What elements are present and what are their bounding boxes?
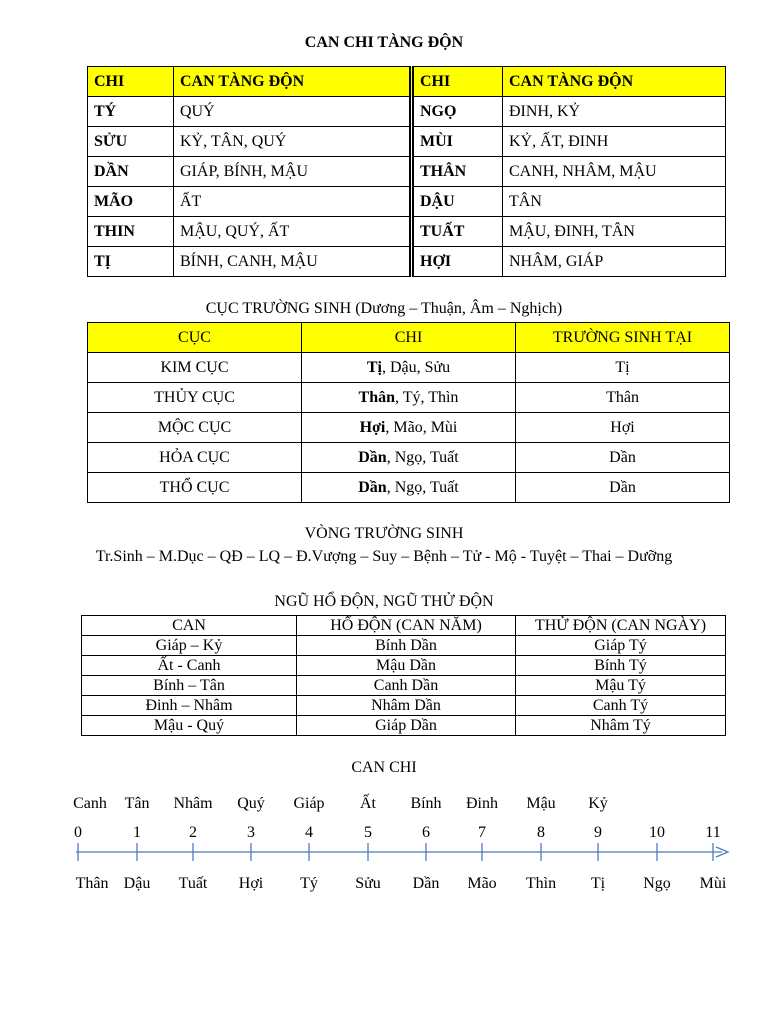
table1-cell: MÙI [412, 127, 503, 157]
table2-header-cell: CHI [302, 323, 516, 353]
title-cuc-truong-sinh: CỤC TRƯỜNG SINH (Dương – Thuận, Âm – Nghịch) [205, 300, 563, 317]
table2-chi-rest: , Tý, Thìn [395, 388, 459, 406]
table2-chi-bold: Dần [358, 448, 387, 466]
table2-ts-cell: Tị [516, 353, 730, 383]
axis-number-label: 8 [537, 824, 545, 841]
can-label: Quý [237, 795, 265, 812]
table1-cell: TÝ [88, 97, 174, 127]
can-label: Ất [360, 795, 376, 812]
table1-header-cell: CHI [88, 67, 174, 97]
axis-number-label: 11 [705, 824, 721, 841]
table2-ts-cell: Dần [516, 443, 730, 473]
table1-cell: QUÝ [174, 97, 412, 127]
table2-header-cell: CỤC [88, 323, 302, 353]
table1-cell: BÍNH, CANH, MẬU [174, 247, 412, 277]
table1-cell: HỢI [412, 247, 503, 277]
table2-header-cell: TRƯỜNG SINH TẠI [516, 323, 730, 353]
table2-cuc-cell: THỦY CỤC [88, 383, 302, 413]
can-label: Tân [124, 795, 150, 812]
table2-ts-cell: Dần [516, 473, 730, 503]
chi-label: Mùi [699, 875, 727, 892]
axis-number-label: 0 [74, 824, 82, 841]
table1-cell: CANH, NHÂM, MẬU [503, 157, 726, 187]
table1-cell: MẬU, QUÝ, ẤT [174, 217, 412, 247]
table3-cell: Ất - Canh [82, 656, 297, 676]
table1-cell: GIÁP, BÍNH, MẬU [174, 157, 412, 187]
table1-cell: MÃO [88, 187, 174, 217]
chi-label: Sửu [355, 875, 381, 892]
vong-truong-sinh-sequence: Tr.Sinh – M.Dục – QĐ – LQ – Đ.Vượng – Suy – Bệnh – Tử - Mộ - Tuyệt – Thai – Dưỡng [95, 548, 673, 565]
table1-cell: TÂN [503, 187, 726, 217]
table1-cell: DẦN [88, 157, 174, 187]
table3-cell: Mậu Dần [297, 656, 516, 676]
table3-cell: Nhâm Dần [297, 696, 516, 716]
chi-label: Tý [300, 875, 318, 892]
table3-cell: Mậu - Quý [82, 716, 297, 736]
table1-cell: THÂN [412, 157, 503, 187]
can-label: Bính [410, 795, 442, 812]
axis-number-label: 4 [305, 824, 313, 841]
table3-cell: Bính Dần [297, 636, 516, 656]
can-label: Kỷ [588, 795, 608, 812]
table3-cell: Canh Dần [297, 676, 516, 696]
can-label: Nhâm [173, 795, 213, 812]
title-can-chi-tang-don: CAN CHI TÀNG ĐỘN [304, 34, 464, 51]
can-label: Mậu [526, 795, 556, 812]
table1-cell: THIN [88, 217, 174, 247]
table2-chi-bold: Tị [366, 358, 382, 376]
table1-header-cell: CAN TÀNG ĐỘN [503, 67, 726, 97]
table3-cell: Canh Tý [516, 696, 726, 716]
table1-cell: NHÂM, GIÁP [503, 247, 726, 277]
table1-cell: ĐINH, KỶ [503, 97, 726, 127]
chi-label: Tuất [178, 875, 208, 892]
chi-label: Dậu [123, 875, 151, 892]
table1-cell: KỶ, TÂN, QUÝ [174, 127, 412, 157]
table1-header-cell: CAN TÀNG ĐỘN [174, 67, 412, 97]
axis-number-label: 6 [422, 824, 430, 841]
table1-cell: TUẤT [412, 217, 503, 247]
table1-cell: NGỌ [412, 97, 503, 127]
table3-header-cell: CAN [82, 616, 297, 636]
axis-number-label: 10 [649, 824, 665, 841]
table2-cuc-cell: MỘC CỤC [88, 413, 302, 443]
title-ngu-ho-don: NGŨ HỔ ĐỘN, NGŨ THỬ ĐỘN [274, 593, 494, 610]
axis-number-label: 1 [133, 824, 141, 841]
axis-number-label: 2 [189, 824, 197, 841]
table1-cell: SỬU [88, 127, 174, 157]
table3-cell: Đinh – Nhâm [82, 696, 297, 716]
axis-number-label: 9 [594, 824, 602, 841]
table2-chi-rest: , Mão, Mùi [385, 418, 458, 436]
table3-cell: Mậu Tý [516, 676, 726, 696]
table3-cell: Nhâm Tý [516, 716, 726, 736]
axis-number-label: 7 [478, 824, 486, 841]
table3-cell: Bính – Tân [82, 676, 297, 696]
can-label: Đinh [466, 795, 498, 812]
table2-chi-rest: , Ngọ, Tuất [386, 448, 459, 466]
table1-header-cell: CHI [412, 67, 503, 97]
chi-label: Thìn [525, 875, 557, 892]
chi-label: Ngọ [643, 875, 671, 892]
chi-label: Mão [467, 875, 497, 892]
table3-cell: Giáp Dần [297, 716, 516, 736]
axis-number-label: 3 [247, 824, 255, 841]
table1-cell: TỊ [88, 247, 174, 277]
axis-number-label: 5 [364, 824, 372, 841]
table2-chi-bold: Hợi [359, 418, 386, 436]
table3-cell: Giáp – Kỷ [82, 636, 297, 656]
table3-header-cell: THỬ ĐỘN (CAN NGÀY) [516, 616, 726, 636]
table1-cell: ẤT [174, 187, 412, 217]
can-label: Giáp [293, 795, 325, 812]
table2-chi-rest: , Ngọ, Tuất [386, 478, 459, 496]
table3-header-cell: HỔ ĐỘN (CAN NĂM) [297, 616, 516, 636]
chi-label: Dần [412, 875, 440, 892]
title-can-chi: CAN CHI [351, 759, 417, 776]
table2-chi-bold: Thân [358, 388, 396, 406]
table2-ts-cell: Hợi [516, 413, 730, 443]
table2-cuc-cell: KIM CỤC [88, 353, 302, 383]
table2-chi-bold: Dần [358, 478, 387, 496]
table2-chi-rest: , Dậu, Sửu [381, 358, 451, 376]
table2-cuc-cell: THỔ CỤC [88, 473, 302, 503]
table1-cell: DẬU [412, 187, 503, 217]
table2-cuc-cell: HỎA CỤC [88, 443, 302, 473]
chi-label: Hợi [238, 875, 264, 892]
table3-cell: Bính Tý [516, 656, 726, 676]
table2-ts-cell: Thân [516, 383, 730, 413]
table1-cell: KỶ, ẤT, ĐINH [503, 127, 726, 157]
table1-cell: MẬU, ĐINH, TÂN [503, 217, 726, 247]
chi-label: Tị [590, 875, 606, 892]
chi-label: Thân [75, 875, 109, 892]
can-label: Canh [73, 795, 107, 812]
table3-cell: Giáp Tý [516, 636, 726, 656]
title-vong-truong-sinh: VÒNG TRƯỜNG SINH [304, 525, 464, 542]
